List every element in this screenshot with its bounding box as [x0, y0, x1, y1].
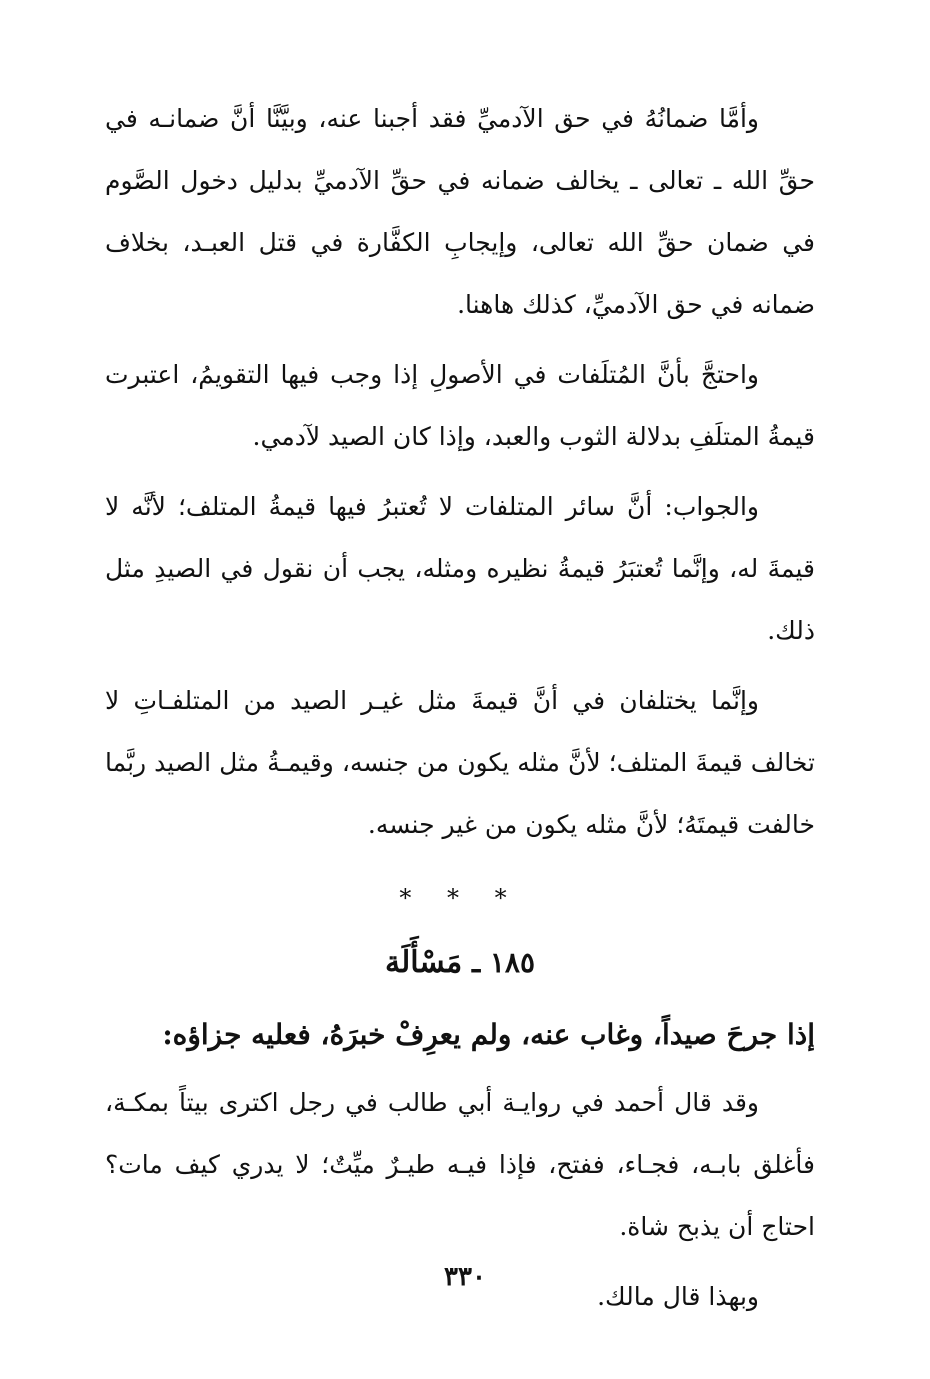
- section-heading: [105, 932, 815, 994]
- section-dash: ـ: [471, 946, 481, 979]
- section-separator: * * *: [399, 884, 521, 912]
- paragraph-1: وأمَّا ضمانُهُ في حق الآدميِّ فقد أجبنا عنه، وبيَّنَّا أنَّ ضمانـه في حقِّ الله ـ تعالى ـ يخالف ضمانه في حقِّ الآدميِّ بدليل دخول الصَّوم في ضمان حقِّ الله تعالى، وإيجابِ الكفَّارة في قتل العبـد، بخلاف ضمانه في حق الآدميِّ، كذلك هاهنا.: [105, 104, 815, 319]
- page-number: ٣٣٠: [444, 1262, 486, 1292]
- page-body: [105, 88, 815, 1336]
- paragraph-6: وبهذا قال مالك.: [597, 1282, 759, 1311]
- section-title: مَسْأَلَة: [384, 945, 463, 980]
- section-number: ١٨٥: [489, 946, 536, 979]
- paragraph-2: واحتجَّ بأنَّ المُتلَفات في الأصولِ إذا وجب فيها التقويمُ، اعتبرت قيمةُ المتلَفِ بدلالة الثوب والعبد، وإذا كان الصيد لآدمي.: [105, 360, 815, 451]
- paragraph-5: وقد قال أحمد في روايـة أبي طالب في رجل اكترى بيتاً بمكـة، فأغلق بابـه، فجـاء، ففتح، فإذا فيـه طيـرٌ ميِّتٌ؛ لا يدري كيف مات؟ احتاج أن يذبح شاة.: [105, 1088, 815, 1241]
- paragraph-4: وإنَّما يختلفان في أنَّ قيمةَ مثل غيـر الصيد من المتلفـاتِ لا تخالف قيمةَ المتلف؛ لأنَّ مثله يكون من جنسه، وقيمـةُ مثل الصيد ربَّما خالفت قيمتَهُ؛ لأنَّ مثله يكون من غير جنسه.: [105, 686, 815, 839]
- question-heading: إذا جرحَ صيداً، وغاب عنه، ولم يعرِفْ خبرَهُ، فعليه جزاؤه:: [162, 1018, 815, 1051]
- paragraph-3: والجواب: أنَّ سائر المتلفات لا تُعتبرُ فيها قيمةُ المتلف؛ لأنَّه لا قيمةَ له، وإنَّما تُعتبَرُ قيمةُ نظيره ومثله، يجب أن نقول في الصيدِ مثل ذلك.: [105, 492, 815, 645]
